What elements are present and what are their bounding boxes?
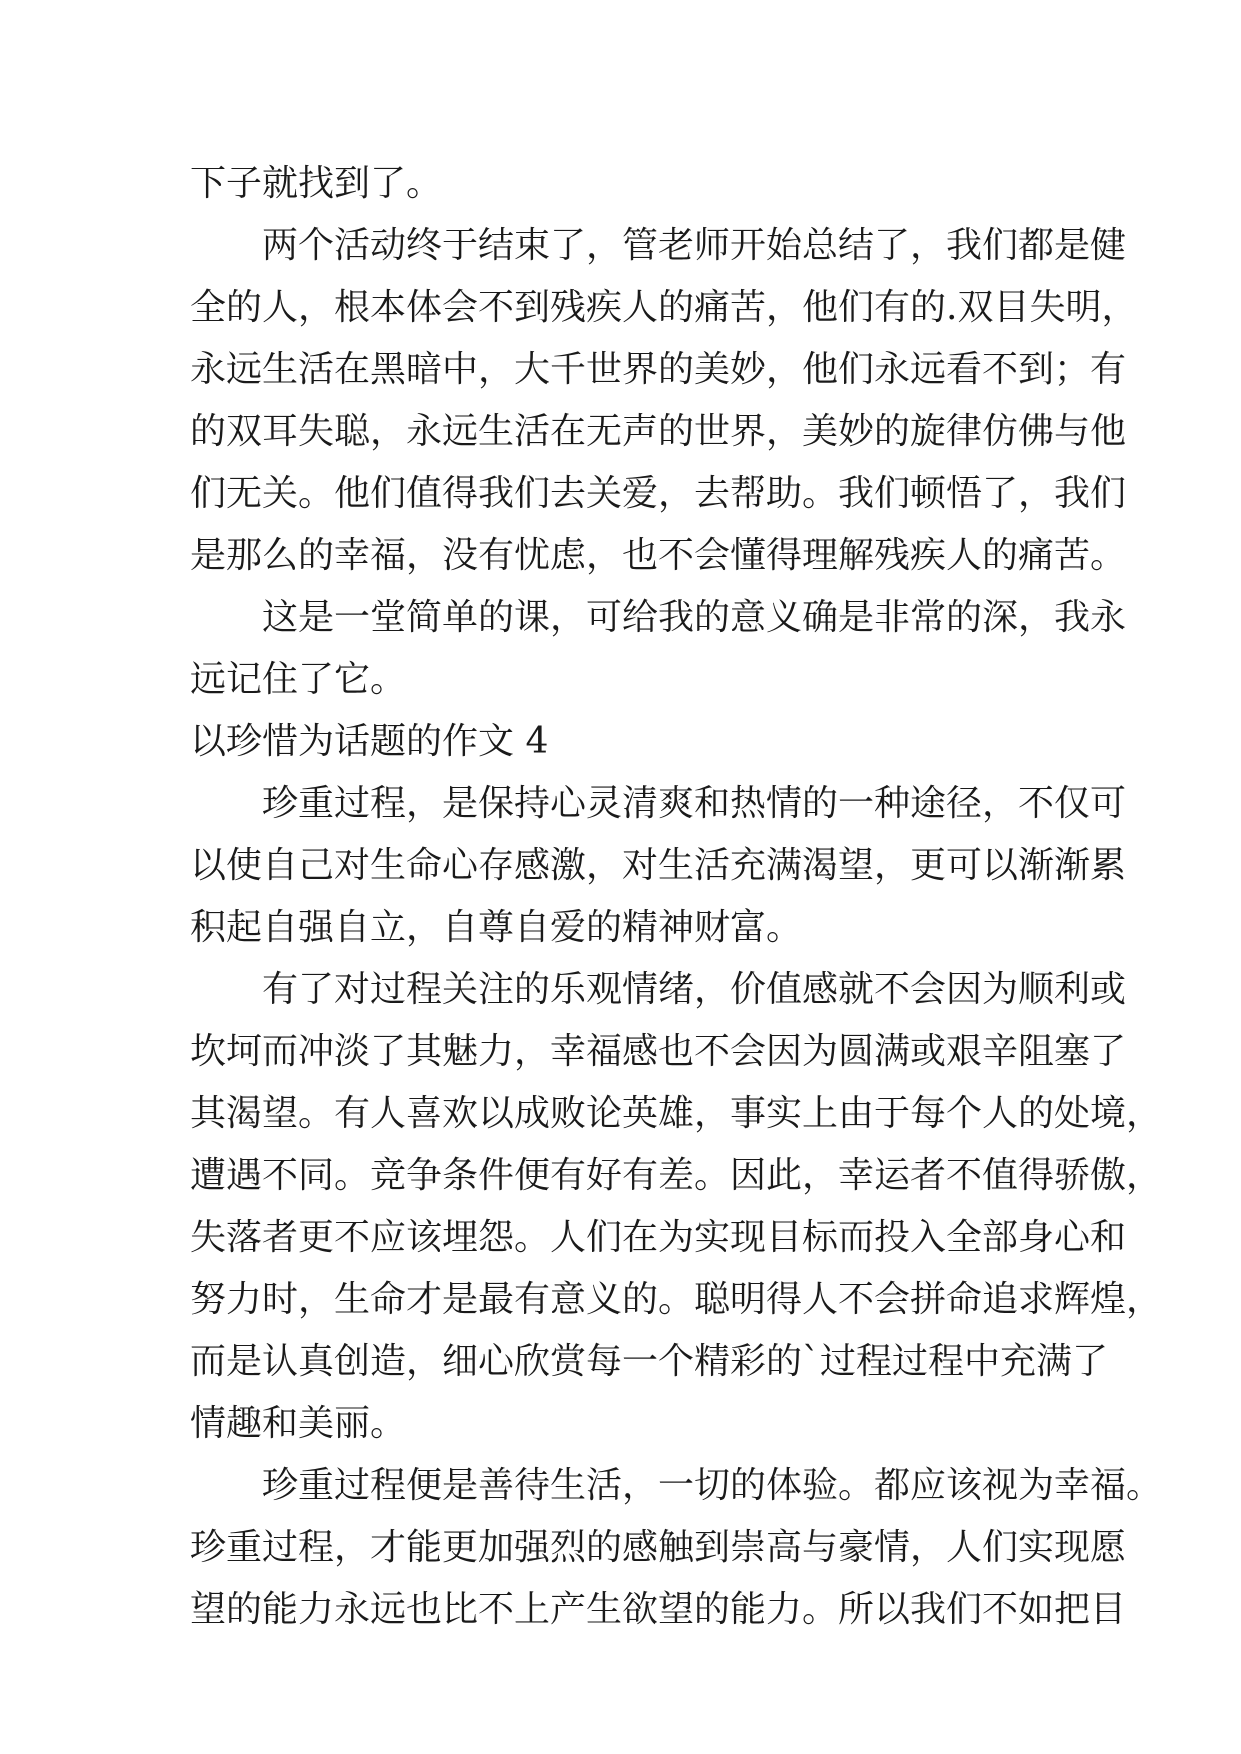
text-line: 的双耳失聪，永远生活在无声的世界，美妙的旋律仿佛与他 bbox=[190, 411, 1127, 452]
text-line: 坎坷而冲淡了其魅力，幸福感也不会因为圆满或艰辛阻塞了 bbox=[190, 1031, 1127, 1072]
paragraph-first-line: 有了对过程关注的乐观情绪，价值感就不会因为顺利或 bbox=[262, 969, 1127, 1010]
document-body bbox=[190, 153, 1163, 1641]
text-line: 以使自己对生命心存感激，对生活充满渴望，更可以渐渐累 bbox=[190, 845, 1127, 886]
text-line: 下子就找到了。 bbox=[190, 163, 443, 204]
paragraph-first-line: 两个活动终于结束了，管老师开始总结了，我们都是健 bbox=[262, 225, 1127, 266]
text-line: 望的能力永远也比不上产生欲望的能力。所以我们不如把目 bbox=[190, 1589, 1127, 1630]
text-line: 是那么的幸福，没有忧虑，也不会懂得理解残疾人的痛苦。 bbox=[190, 535, 1127, 576]
paragraph-first-line: 珍重过程便是善待生活，一切的体验。都应该视为幸福。 bbox=[262, 1465, 1163, 1506]
text-line: 们无关。他们值得我们去关爱，去帮助。我们顿悟了，我们 bbox=[190, 473, 1127, 514]
text-line: 失落者更不应该埋怨。人们在为实现目标而投入全部身心和 bbox=[190, 1217, 1127, 1258]
text-line: 全的人，根本体会不到残疾人的痛苦，他们有的.双目失明， bbox=[190, 287, 1138, 328]
text-line: 永远生活在黑暗中，大千世界的美妙，他们永远看不到；有 bbox=[190, 349, 1127, 390]
text-line: 其渴望。有人喜欢以成败论英雄，事实上由于每个人的处境， bbox=[190, 1093, 1163, 1134]
text-line: 遭遇不同。竞争条件便有好有差。因此，幸运者不值得骄傲， bbox=[190, 1155, 1163, 1196]
text-line: 积起自强自立，自尊自爱的精神财富。 bbox=[190, 907, 803, 948]
paragraph-first-line: 珍重过程，是保持心灵清爽和热情的一种途径，不仅可 bbox=[262, 783, 1127, 824]
text-line: 远记住了它。 bbox=[190, 659, 407, 700]
section-heading: 以珍惜为话题的作文 4 bbox=[190, 721, 549, 762]
text-line: 努力时，生命才是最有意义的。聪明得人不会拼命追求辉煌， bbox=[190, 1279, 1163, 1320]
paragraph-first-line: 这是一堂简单的课，可给我的意义确是非常的深，我永 bbox=[262, 597, 1127, 638]
text-line: 情趣和美丽。 bbox=[190, 1403, 407, 1444]
text-line: 珍重过程，才能更加强烈的感触到崇高与豪情，人们实现愿 bbox=[190, 1527, 1127, 1568]
text-line: 而是认真创造，细心欣赏每一个精彩的`过程过程中充满了 bbox=[190, 1341, 1109, 1382]
